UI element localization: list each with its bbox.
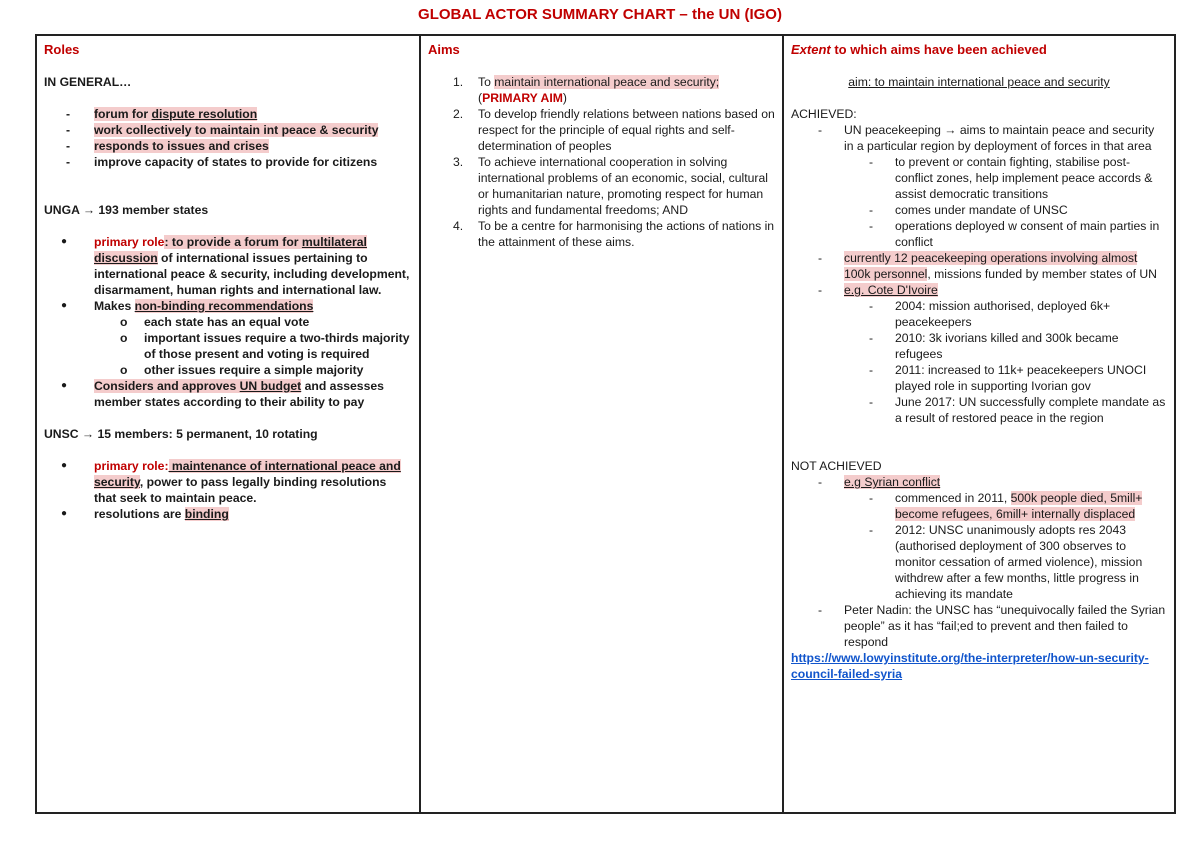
extent-subitem: - to prevent or contain fighting, stabilise post-conflict zones, help implement peace accords & assist democratic transitions (791, 154, 1167, 202)
general-item: - work collectively to maintain int peace & security (44, 122, 412, 138)
general-item: - improve capacity of states to provide for citizens (44, 154, 412, 170)
unga-item: ● primary role: to provide a forum for multilateral discussion of international issues pertaining to international peace & security, including development, disarmament, human rights and international law. (44, 234, 412, 298)
general-item: - forum for dispute resolution (44, 106, 412, 122)
extent-subitem: - comes under mandate of UNSC (791, 202, 1167, 218)
unga-item: ● Makes non-binding recommendations (44, 298, 412, 314)
roles-header: Roles (44, 42, 80, 57)
unga-subitem: o important issues require a two-thirds majority of those present and voting is required (44, 330, 412, 362)
roles-column (37, 36, 421, 812)
extent-subitem: - 2004: mission authorised, deployed 6k+ peacekeepers (791, 298, 1167, 330)
aim-item: 2. To develop friendly relations between nations based on respect for the principle of equal rights and self-determination of peoples (453, 107, 775, 153)
extent-item: - currently 12 peacekeeping operations involving almost 100k personnel, missions funded by member states of UN (791, 250, 1167, 282)
unsc-item: ● primary role: maintenance of international peace and security, power to pass legally binding resolutions that seek to maintain peace. (44, 458, 412, 506)
extent-subitem: - 2011: increased to 11k+ peacekeepers UNOCI played role in supporting Ivorian gov (791, 362, 1167, 394)
unga-subitem: o other issues require a simple majority (44, 362, 412, 378)
unga-subitem: o each state has an equal vote (44, 314, 412, 330)
general-item: - responds to issues and crises (44, 138, 412, 154)
extent-item: - e.g. Cote D'Ivoire (791, 282, 1167, 298)
aims-header: Aims (428, 42, 460, 57)
page-title: GLOBAL ACTOR SUMMARY CHART – the UN (IGO) (418, 6, 782, 23)
achieved-label: ACHIEVED: (791, 107, 857, 121)
extent-item: - UN peacekeeping → aims to maintain peace and security in a particular region by deployment of forces in that area (791, 122, 1167, 154)
general-label: IN GENERAL… (44, 75, 132, 89)
source-link[interactable]: https://www.lowyinstitute.org/the-interpreter/how-un-security-council-failed-syria (791, 651, 1149, 681)
unsc-item: ● resolutions are binding (44, 506, 412, 522)
unsc-label: UNSC → 15 members: 5 permanent, 10 rotating (44, 427, 318, 441)
extent-subitem: - operations deployed w consent of main parties in conflict (791, 218, 1167, 250)
extent-header: Extent to which aims have been achieved (791, 42, 1047, 57)
aim-item: 4. To be a centre for harmonising the actions of nations in the attainment of these aims. (453, 219, 775, 249)
extent-subitem: - commenced in 2011, 500k people died, 5mill+ become refugees, 6mill+ internally displaced (791, 490, 1167, 522)
aim-item: 1. To maintain international peace and security; (PRIMARY AIM) (453, 75, 720, 105)
aim-item: 3. To achieve international cooperation in solving international problems of an economic, social, cultural or humanitarian nature, promoting respect for human rights and fundamental freedoms; AND (453, 155, 768, 217)
unga-label: UNGA → 193 member states (44, 203, 209, 217)
aim-line: aim: to maintain international peace and security (848, 75, 1110, 89)
extent-subitem: - 2012: UNSC unanimously adopts res 2043 (authorised deployment of 300 observes to monitor cessation of armed violence), mission withdrew after a few months, little progress in achieving its mandate (791, 522, 1167, 602)
unga-item: ● Considers and approves UN budget and assesses member states according to their ability to pay (44, 378, 412, 410)
summary-table (35, 34, 1176, 814)
extent-item: - e.g Syrian conflict (791, 474, 1167, 490)
extent-subitem: - 2010: 3k ivorians killed and 300k became refugees (791, 330, 1167, 362)
aims-column (421, 36, 784, 812)
extent-subitem: - June 2017: UN successfully complete mandate as a result of restored peace in the region (791, 394, 1167, 426)
extent-item: - Peter Nadin: the UNSC has “unequivocally failed the Syrian people” as it has “fail;ed to prevent and then failed to respond (791, 602, 1167, 650)
extent-column (784, 36, 1174, 812)
not-achieved-label: NOT ACHIEVED (791, 459, 882, 473)
